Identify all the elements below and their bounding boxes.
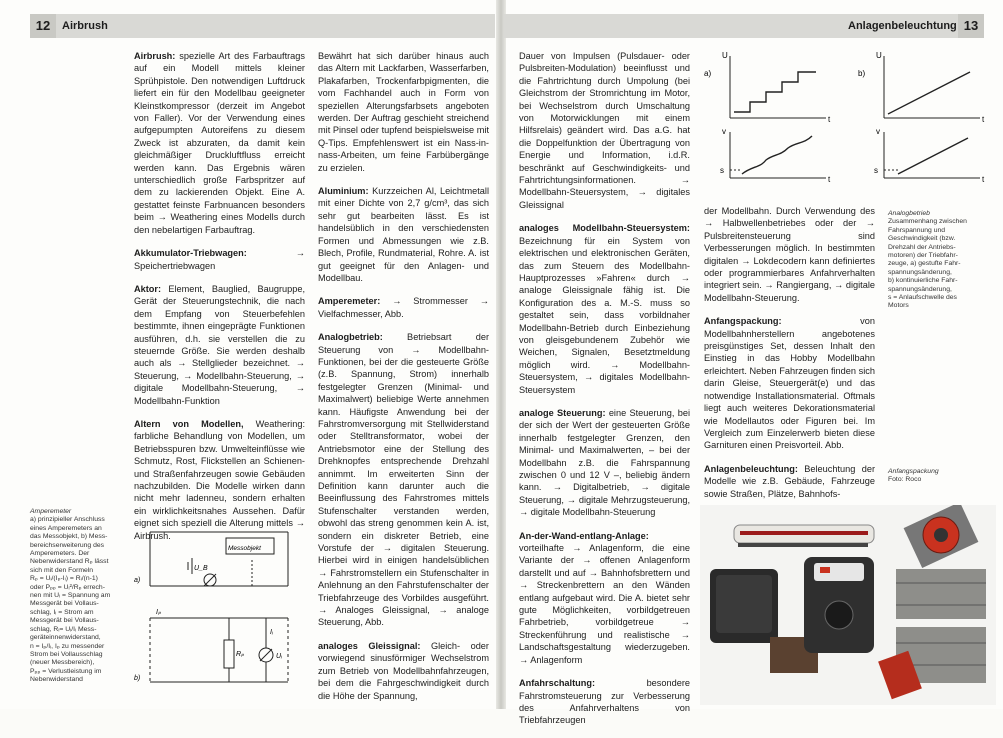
paragraph-text: Dauer von Impulsen (Pulsdauer- oder Pulsbreiten-Modulation) beeinflusst und die Fahrtrichtung durch Umpolung (bei Gleichstrom der Stromrichtung im Motor, bei Wechselstrom durch Umschaltung von Motorwicklungen mit einem Hilfsrelais) geändert wird. Das a.G. hat die Doppelfunktion der Übertragung von Energie und Information, i.d.R. beschränkt auf Geschwindigkeits- und Fahrtrichtungsinformationen. → Modellbahn-Steuersystem, → digitales Gleissignal (519, 51, 690, 210)
caption-line: schlag, Iᵢ = Strom am (30, 608, 94, 616)
paragraph (704, 463, 875, 500)
caption-line: eines Amperemeters an (30, 524, 102, 532)
graph-a-label: a) (704, 69, 712, 78)
keyword: Aktor: (134, 283, 162, 294)
graph-b2-t-label: t (982, 175, 985, 184)
keyword: Altern von Modellen, (134, 418, 244, 429)
photo-credit: Foto: Roco (888, 476, 922, 484)
keyword: An-der-Wand-entlang-Anlage: (519, 530, 649, 541)
caption-line: zeuge, a) gestufte Fahr- (888, 260, 961, 268)
right-header-title: Anlagenbeleuchtung (848, 20, 957, 32)
graph-b-v-label: v (876, 127, 880, 136)
caption-line: das Messobjekt, b) Mess- (30, 533, 108, 541)
paragraph-text: besondere Fahrstromsteuerung zur Verbesserung des Anfahrverhaltens von Triebfahrzeugen (519, 678, 690, 726)
paragraph (134, 50, 305, 236)
left-column-2 (318, 50, 489, 713)
book-gutter (496, 0, 506, 709)
caption-line: Nebenwiderstand (30, 676, 83, 684)
caption-line: Amperemeters. Der (30, 550, 90, 558)
paragraph-text: der Modellbahn. Durch Verwendung des → Halbwellenbetriebes oder der → Pulsbreitensteuerung sind Verbesserungen möglich. In bestimmten digitalen → Lokdecodern kann definiertes oder programmierbares Anfahrverhalten integriert sein. → Rangiergang, → digitale Modellbahn-Steuerung. (704, 206, 875, 303)
caption-line: nen mit Uᵢ = Spannung am (30, 592, 111, 600)
left-header-title: Airbrush (62, 20, 108, 32)
diagram-b-label: b) (134, 675, 141, 682)
keyword: analoge Steuerung: (519, 407, 606, 418)
paragraph (318, 640, 489, 702)
paragraph (519, 222, 690, 396)
graph-b-label: b) (858, 69, 866, 78)
paragraph-text: Beleuchtung der Modelle wie z.B. Gebäude, Fahrzeuge sowie Straßen, Plätze, Bahnhofs- (704, 463, 875, 499)
caption-line: Rₚ = Uᵢ/(Iₚ-Iᵢ) = Rᵢ/(n-1) (30, 575, 98, 583)
paragraph-text: Betriebsart der Steuerung von → Modellbahn-Funktionen, bei der die gesteuerte Größe (z.B. Spannung, Strom) innerhalb festgelegter Grenzen (Minimal- und Maximalwert) beliebige Werte annehmen kann. Häufigste Anwendung bei der Fahrstromversorgung mit Stellwiderstand oder Stelltransformator, wobei der Antriebsmotor eine der Stellung des Drehknopfes entsprechende Drehzahl annimmt. Im erweiterten Sinn der Definition kann darunter auch die Beeinflussung des Fahrstromes mittels Stufenschalter verstanden werden, obwohl das streng genommen kein A. ist, sondern ein diskreter Betrieb, eine Vorstufe der → digitalen Steuerung. Hierbei wird in einigen handelsüblichen → Fahrstromstellern ein Stufenschalter in Anlehnung an den Fahrstufenschalter der Triebfahrzeuge des Vorbildes ausgeführt. → Analoges Gleissignal, → analoge Steuerung, Abb. (318, 332, 489, 628)
rp-label: Rₚ (236, 651, 245, 658)
analogbetrieb-graphs (700, 50, 990, 200)
caption-line: Nebenwiderstand Rₚ lässt (30, 558, 109, 566)
caption-line: spannungsänderung, (888, 268, 952, 276)
caption-line: Drehzahl der Antriebs- (888, 243, 956, 251)
graph-a-t-label: t (828, 115, 831, 124)
caption-title: Analogbetrieb (888, 210, 930, 217)
keyword: analoges Modellbahn-Steuersystem: (519, 223, 690, 234)
keyword: Akkumulator-Triebwagen: (134, 248, 247, 259)
caption-line: Messgerät bei Vollaus- (30, 617, 99, 625)
caption-line: schlag, Rᵢ= Uᵢ/Iᵢ Mess- (30, 625, 97, 633)
caption-line: Geschwindigkeit (bzw. (888, 235, 956, 243)
anfangspackung-caption (888, 468, 976, 485)
caption-line: geräteinnenwiderstand, (30, 634, 101, 642)
graph-a-v-label: v (722, 127, 726, 136)
caption-line: s = Anlaufschwelle des (888, 294, 957, 302)
right-page-number: 13 (958, 14, 984, 38)
caption-line: motoren) der Triebfahr- (888, 252, 958, 260)
left-page-number: 12 (30, 14, 56, 38)
paragraph-text: Bezeichnung für ein System von elektrischen und elektronischen Geräten, das zum Steuern des Modellbahn-Hauptprozesses »Fahren« durch → analoge Gleissignale fähig ist. Die Konfiguration des a. M.-S. muss so gestaltet sein, dass vorbildnaher Modellbahn-Betrieb durch Einbeziehung von gleisgebundenem Zubehör wie Weichen, Signalen, Besetztmeldung möglich wird. → Modellbahn-Steuersystem, → digitales Modellbahn-Steuersystem (519, 235, 690, 395)
right-column-1 (519, 50, 690, 738)
paragraph (704, 315, 875, 451)
amperemeter-caption (30, 508, 128, 685)
keyword: Amperemeter: (318, 296, 381, 307)
caption-line: spannungsänderung, (888, 285, 952, 293)
caption-title: Anfangspackung (888, 468, 939, 475)
ui-label: Uᵢ (276, 653, 282, 660)
paragraph-text: Gleich- oder vorwiegend sinusförmiger Wechselstrom zum Betrieb von Modellbahnfahrzeugen, bei dem die Fahrgeschwindigkeit durch die Höhe der Spannung, (318, 640, 489, 701)
keyword: Aluminium: (318, 186, 369, 197)
paragraph-text: Weathering: farbliche Behandlung von Modellen, um Betriebsspuren bzw. Umwelteinflüsse wie Schmutz, Rost, Flickstellen an Schienen- und Straßenfahrzeugen sowie Gebäuden nachzubilden. Die Modelle wirken dann nicht mehr ladenneu, sondern erhalten ein wirklichkeitsnahes Aussehen. Dafür eignet sich speziell die Alterung mittels → Airbrush. (134, 418, 305, 541)
ip-label: Iₚ (156, 609, 161, 616)
caption-line: Strom bei Vollausschlag (30, 650, 103, 658)
graph-b-s-label: s (874, 166, 878, 175)
paragraph-text: vorteilhafte → Anlagenform, die eine Variante der → offenen Anlagenform darstellt und auf → Bahnhofsbrettern und → Streckenbrettern an den Wänden entlang aufgebaut wird. Die A. bietet sehr gute Möglichkeiten, vorbildgetreuen Fahrbetrieb, vorbildgetreue → Streckenführung und realistische → Landschaftsgestaltung wiederzugeben. → Anlagenform (519, 543, 690, 665)
paragraph (519, 407, 690, 519)
analogbetrieb-caption (888, 210, 976, 311)
paragraph (318, 185, 489, 284)
caption-line: Messgerät bei Vollaus- (30, 600, 99, 608)
paragraph (318, 331, 489, 629)
left-column-1 (134, 50, 305, 553)
paragraph-text: Bewährt hat sich darüber hinaus auch das Altern mit Lackfarben, Wasserfarben, Plakafarben, Trockenfarbpigmenten, die vom Fachhandel auch in Form von speziellen Alterungsfarbsets angeboten werden. Der Auftrag geschieht streichend mit Pinsel oder tupfend beispielsweise mit Q-Tips. Empfehlenswert ist ein Nass-in-nass-Arbeiten, um feine Farbübergänge zu erzielen. (318, 51, 489, 173)
graph-b-t-label: t (982, 115, 985, 124)
amperemeter-circuit-diagram (128, 500, 312, 692)
controller (804, 557, 874, 653)
paragraph-text: → Strommesser → Vielfachmesser, Abb. (318, 296, 489, 319)
caption-line: a) prinzipieller Anschluss (30, 516, 105, 524)
caption-line: oder Pₚₚ = Uᵢ²/Rₚ errech- (30, 583, 105, 591)
caption-line: sich mit den Formeln (30, 566, 94, 574)
paragraph-text: → Speichertriebwagen (134, 248, 305, 271)
caption-line: Zusammenhang zwischen (888, 218, 967, 226)
paragraph (519, 50, 690, 211)
caption-line: Pₚₚ = Verlustleistung im (30, 667, 102, 675)
keyword: Anlagenbeleuchtung: (704, 463, 798, 474)
caption-line: Fahrspannung und (888, 226, 946, 234)
paragraph-text: von Modellbahnherstellern angebotenes preisgünstiges Set, dessen Inhalt den Einstieg in das Hobby Modellbahn erleichtert. Neben Fahrzeugen finden sich darin Gleise, Steuergerät(e) und das notwendige Installationsmaterial. Oftmals liegt auch weiteres Dekorationsmaterial wie Modellautos oder Figuren bei. Im Vergleich zum Einzelerwerb bieten diese Garnituren einen Preisvorteil. Abb. (704, 316, 875, 451)
graph-a2-t-label: t (828, 175, 831, 184)
keyword: Airbrush: (134, 51, 176, 61)
ii-label: Iᵢ (270, 629, 273, 636)
graph-a-u-label: U (722, 51, 728, 60)
caption-line: b) kontinuierliche Fahr- (888, 277, 958, 285)
caption-line: n = Iₚ/Iᵢ, Iₚ zu messender (30, 642, 105, 650)
messobjekt-label: Messobjekt (228, 545, 261, 552)
train-model (734, 525, 874, 547)
graph-b-u-label: U (876, 51, 882, 60)
keyword: Anfangspackung: (704, 316, 782, 327)
paragraph-text: Kurzzeichen Al, Leichtmetall mit einer Dichte von 2,7 g/cm³, das sich sehr gut bearbeiten lässt. Es ist handelsüblich in den verschiedensten Formen und Abmessungen wie z.B. Blech, Profile, Rundmaterial, Rohre. A. ist gut geeignet für den Anlagen- und Modellbau. (318, 186, 489, 283)
paragraph-text: spezielle Art des Farbauftrags auf ein Modell mittels kleiner Sprühpistole. Den notwendigen Luftdruck liefert ein für den Modellbau geeigneter Kleinstkompressor (derzeit im Angebot von Faller). Vor der Verwendung eines aufgepumpten Autoreifens zu diesem Zweck ist abzuraten, da damit kein gleichmäßiger Druckluftfluss erreicht werden kann. Das Ergebnis wären unterschiedlich große Farbspritzer auf dem zu lackierenden Objekt. Eine A. gestattet feinste Farbnuancen besonders beim → Weathering eines Modells durch den nebelartigen Farbauftrag. (134, 51, 305, 235)
diagram-a-label: a) (134, 577, 141, 584)
anfangspackung-photo (700, 505, 996, 705)
paragraph (134, 283, 305, 407)
graph-a-s-label: s (720, 166, 724, 175)
paragraph (318, 50, 489, 174)
paragraph-text: Element, Bauglied, Baugruppe, Gerät der Steuerungstechnik, die nach dem Empfang von Steuerbefehlen bestimmte, ihnen eingeprägte Funktionen ausführen, d.h. sie verstellen die zu steuernde Größe. Sie werden deshalb auch als → Stellglieder bezeichnet. → Steuerung, → Modellbahn-Steuerung, → digitale Modellbahn-Steuerung, → Modellbahn-Funktion (134, 283, 305, 406)
paragraph-text: eine Steuerung, bei der sich der Wert der gesteuerten Größe innerhalb festgelegter Grenzen, den Minimal- und Maximalwerten, – bei der Modellbahn z.B. die Fahrspannung zwischen 0 und 12 V –, beliebig ändern kann. → Digitalbetrieb, → digitale Steuerung, → digitale Mehrzugsteuerung, → digitale Modellbahn-Steuerung (519, 407, 690, 518)
caption-line: Motors (888, 302, 909, 310)
caption-title: Amperemeter (30, 508, 72, 515)
caption-line: bereichserweiterung des (30, 541, 105, 549)
ub-label: U_B (194, 565, 208, 572)
keyword: Analogbetrieb: (318, 332, 383, 343)
paragraph (519, 530, 690, 666)
keyword: Anfahrschaltung: (519, 678, 596, 689)
paragraph (134, 247, 305, 272)
caption-line: (neuer Messbereich), (30, 659, 95, 667)
paragraph (318, 295, 489, 320)
keyword: analoges Gleissignal: (318, 640, 421, 651)
paragraph (519, 677, 690, 727)
right-column-2 (704, 205, 875, 511)
paragraph (704, 205, 875, 304)
